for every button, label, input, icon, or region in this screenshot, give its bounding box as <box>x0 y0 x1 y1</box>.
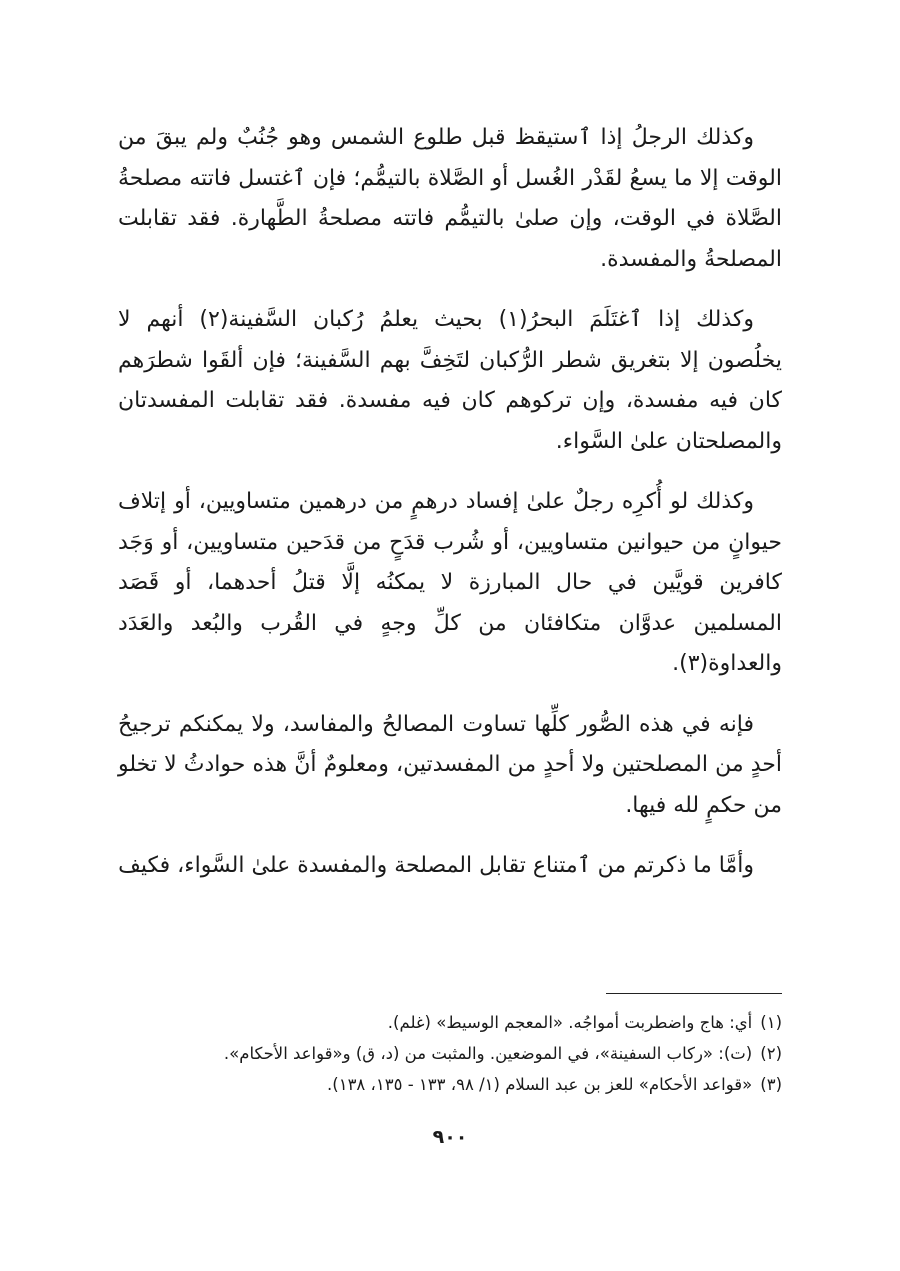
paragraph-2: وكذلك إذا ٱغتَلَمَ البحرُ(١) بحيث يعلمُ رُكبان السَّفينة(٢) أنهم لا يخلُصون إلا بتغريق شطر الرُّكبان لتَخِفَّ بهم السَّفينة؛ فإن ألقَوا شطرَهم كان فيه مفسدة، وإن تركوهم كان فيه مفسدة. فقد تقابلت المفسدتان والمصلحتان علىٰ السَّواء. <box>118 307 782 454</box>
footnote-3 <box>118 1069 782 1100</box>
footnote-number: (١) <box>760 1013 782 1032</box>
footnote-2 <box>118 1038 782 1069</box>
paragraph-3: وكذلك لو أُكرِه رجلٌ علىٰ إفساد درهمٍ من درهمين متساويين، أو إتلاف حيوانٍ من حيوانين متساويين، أو شُرب قدَحٍ من قدَحين متساويين، أو وَجَد كافرين قويَّين في حال المبارزة لا يمكنُه إلَّا قتلُ أحدهما، أو قَصَد المسلمين عدوَّان متكافئان من كلِّ وجهٍ في القُرب والبُعد والعَدَد والعداوة(٣). <box>118 489 782 676</box>
footnotes <box>118 1007 782 1100</box>
footnote-text: «قواعد الأحكام» للعز بن عبد السلام (١/ ٩٨، ١٣٣ - ١٣٥، ١٣٨). <box>327 1075 753 1094</box>
paragraph-4: فإنه في هذه الصُّور كلِّها تساوت المصالحُ والمفاسد، ولا يمكنكم ترجيحُ أحدٍ من المصلحتين ولا أحدٍ من المفسدتين، ومعلومٌ أنَّ هذه حوادثُ لا تخلو من حكمٍ لله فيها. <box>118 711 782 818</box>
footnote-text: (ت): «ركاب السفينة»، في الموضعين. والمثبت من (د، ق) و«قواعد الأحكام». <box>223 1044 753 1063</box>
paragraph-1: وكذلك الرجلُ إذا ٱستيقظ قبل طلوع الشمس وهو جُنُبٌ ولم يبقَ من الوقت إلا ما يسعُ لقَدْر الغُسل أو الصَّلاة بالتيمُّم؛ فإن ٱغتسل فاتته مصلحةُ الصَّلاة في الوقت، وإن صلىٰ بالتيمُّم فاتته مصلحةُ الطَّهارة. فقد تقابلت المصلحةُ والمفسدة. <box>118 125 782 272</box>
footnote-separator <box>606 993 782 994</box>
footnote-1 <box>118 1007 782 1038</box>
page-number: ٩٠٠ <box>432 1126 468 1148</box>
main-text <box>118 118 782 907</box>
footnote-text: أي: هاج واضطربت أمواجُه. «المعجم الوسيط» (غلم). <box>387 1013 753 1032</box>
paragraph-5: وأمَّا ما ذكرتم من ٱمتناع تقابل المصلحة والمفسدة علىٰ السَّواء، فكيف <box>118 853 754 878</box>
footnote-number: (٢) <box>760 1044 782 1063</box>
footnote-number: (٣) <box>760 1075 782 1094</box>
